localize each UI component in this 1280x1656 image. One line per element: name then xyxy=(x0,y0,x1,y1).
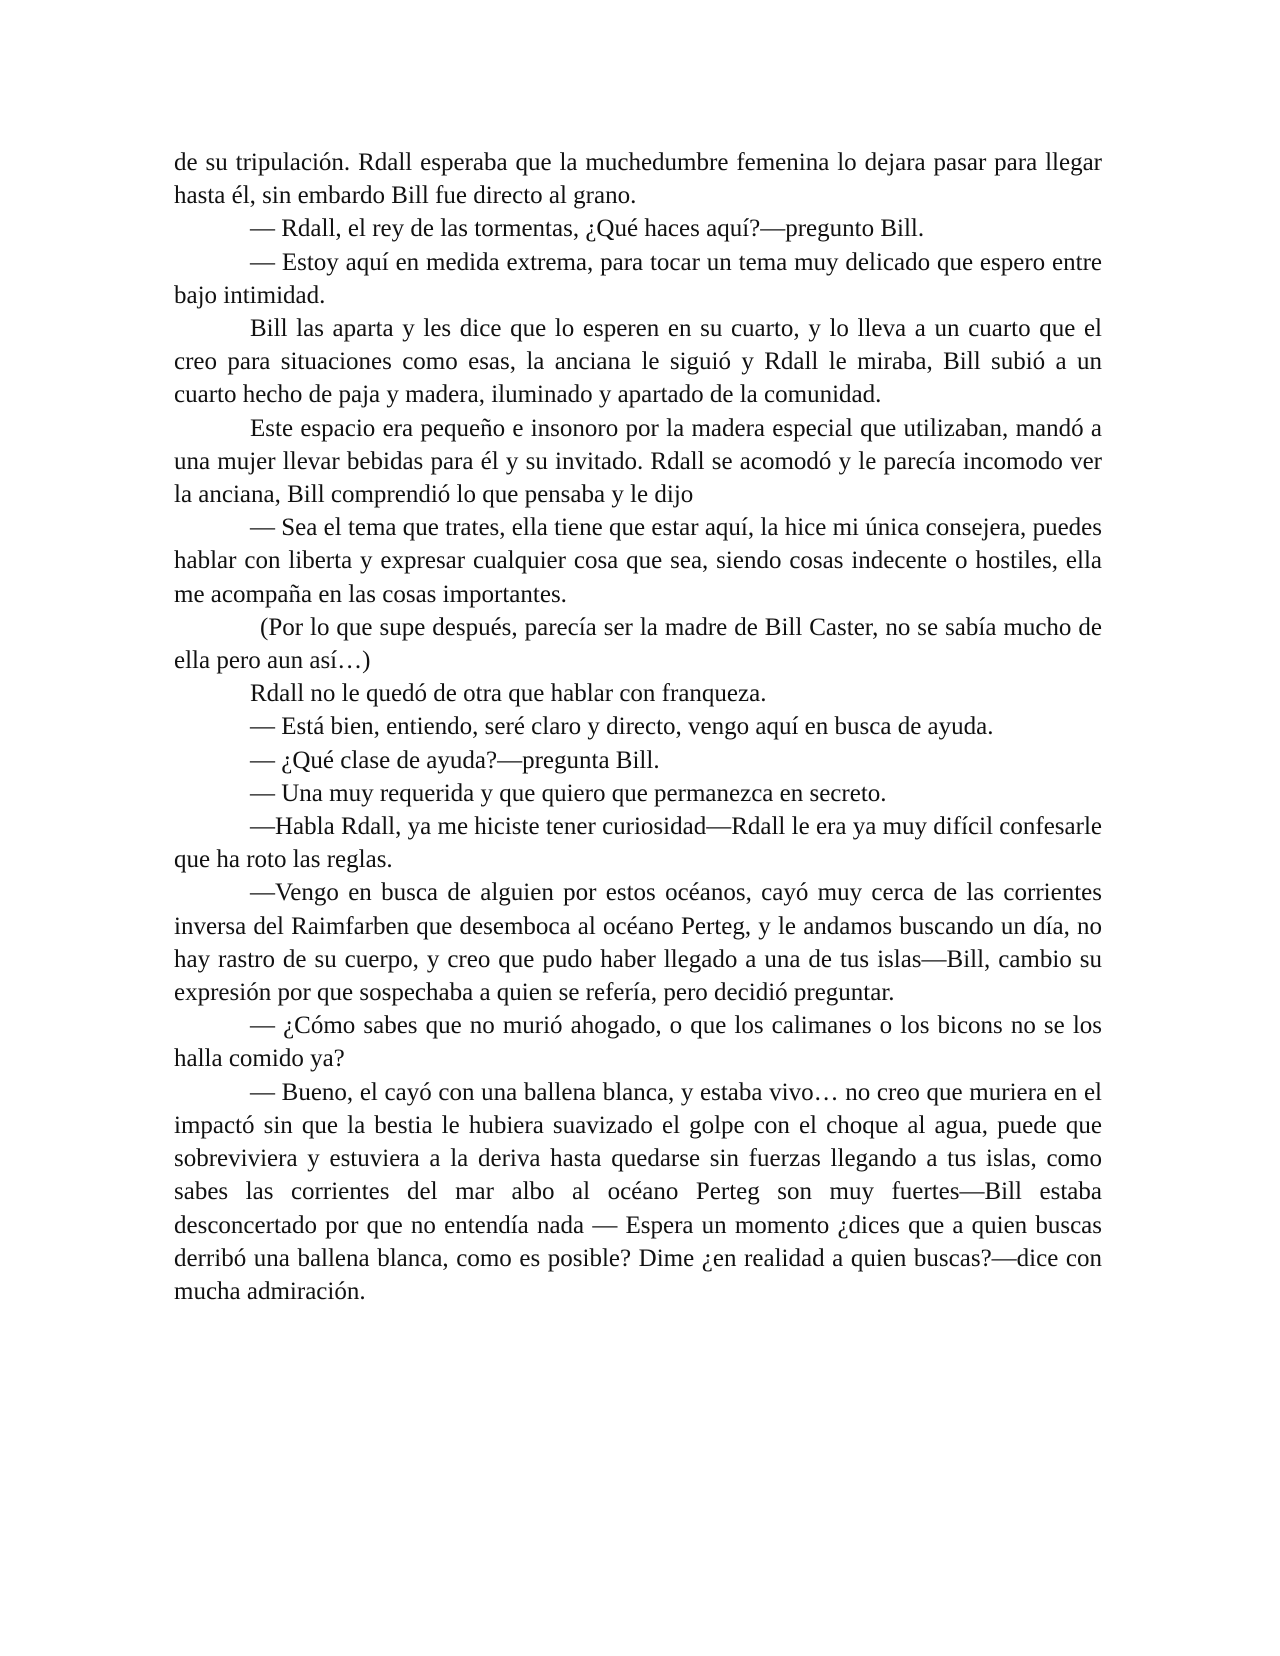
paragraph: — Estoy aquí en medida extrema, para tocar un tema muy delicado que espero entre bajo intimidad. xyxy=(174,248,1102,309)
paragraph: — ¿Qué clase de ayuda?—pregunta Bill. xyxy=(250,746,660,774)
paragraph: —Habla Rdall, ya me hiciste tener curiosidad—Rdall le era ya muy difícil confesarle que ha roto las reglas. xyxy=(174,813,1102,874)
paragraph: — Rdall, el rey de las tormentas, ¿Qué haces aquí?—pregunto Bill. xyxy=(250,215,925,243)
page-body xyxy=(174,146,1102,1308)
paragraph: —Vengo en busca de alguien por estos océanos, cayó muy cerca de las corrientes inversa del Raimfarben que desemboca al océano Perteg, y le andamos buscando un día, no hay rastro de su cuerpo, y creo que pudo haber llegado a una de tus islas—Bill, cambio su expresión por que sospechaba a quien se refería, pero decidió preguntar. xyxy=(174,879,1102,1007)
paragraph: (Por lo que supe después, parecía ser la madre de Bill Caster, no se sabía mucho de ella pero aun así…) xyxy=(174,613,1102,675)
paragraph: de su tripulación. Rdall esperaba que la muchedumbre femenina lo dejara pasar para llegar hasta él, sin embardo Bill fue directo al grano. xyxy=(174,149,1102,210)
paragraph: — Está bien, entiendo, seré claro y directo, vengo aquí en busca de ayuda. xyxy=(250,713,994,741)
paragraph: — ¿Cómo sabes que no murió ahogado, o que los calimanes o los bicons no se los halla comido ya? xyxy=(174,1012,1102,1073)
paragraph: Este espacio era pequeño e insonoro por la madera especial que utilizaban, mandó a una mujer llevar bebidas para él y su invitado. Rdall se acomodó y le parecía incomodo ver la anciana, Bill comprendió lo que pensaba y le dijo xyxy=(174,414,1102,509)
paragraph: — Una muy requerida y que quiero que permanezca en secreto. xyxy=(250,779,887,807)
paragraph: — Sea el tema que trates, ella tiene que estar aquí, la hice mi única consejera, puedes hablar con liberta y expresar cualquier cosa que sea, siendo cosas indecente o hostiles, ella me acompaña en las cosas importantes. xyxy=(174,514,1102,608)
paragraph: — Bueno, el cayó con una ballena blanca, y estaba vivo… no creo que muriera en el impactó sin que la bestia le hubiera suavizado el golpe con el choque al agua, puede que sobreviviera y estuviera a la deriva hasta quedarse sin fuerzas llegando a tus islas, como sabes las corrientes del mar albo al océano Perteg son muy fuertes—Bill estaba desconcertado por que no entendía nada — Espera un momento ¿dices que a quien buscas derribó una ballena blanca, como es posible? Dime ¿en realidad a quien buscas?—dice con mucha admiración. xyxy=(174,1078,1102,1305)
paragraph: Rdall no le quedó de otra que hablar con franqueza. xyxy=(250,680,767,708)
paragraph: Bill las aparta y les dice que lo esperen en su cuarto, y lo lleva a un cuarto que el creo para situaciones como esas, la anciana le siguió y Rdall le miraba, Bill subió a un cuarto hecho de paja y madera, iluminado y apartado de la comunidad. xyxy=(174,315,1102,409)
